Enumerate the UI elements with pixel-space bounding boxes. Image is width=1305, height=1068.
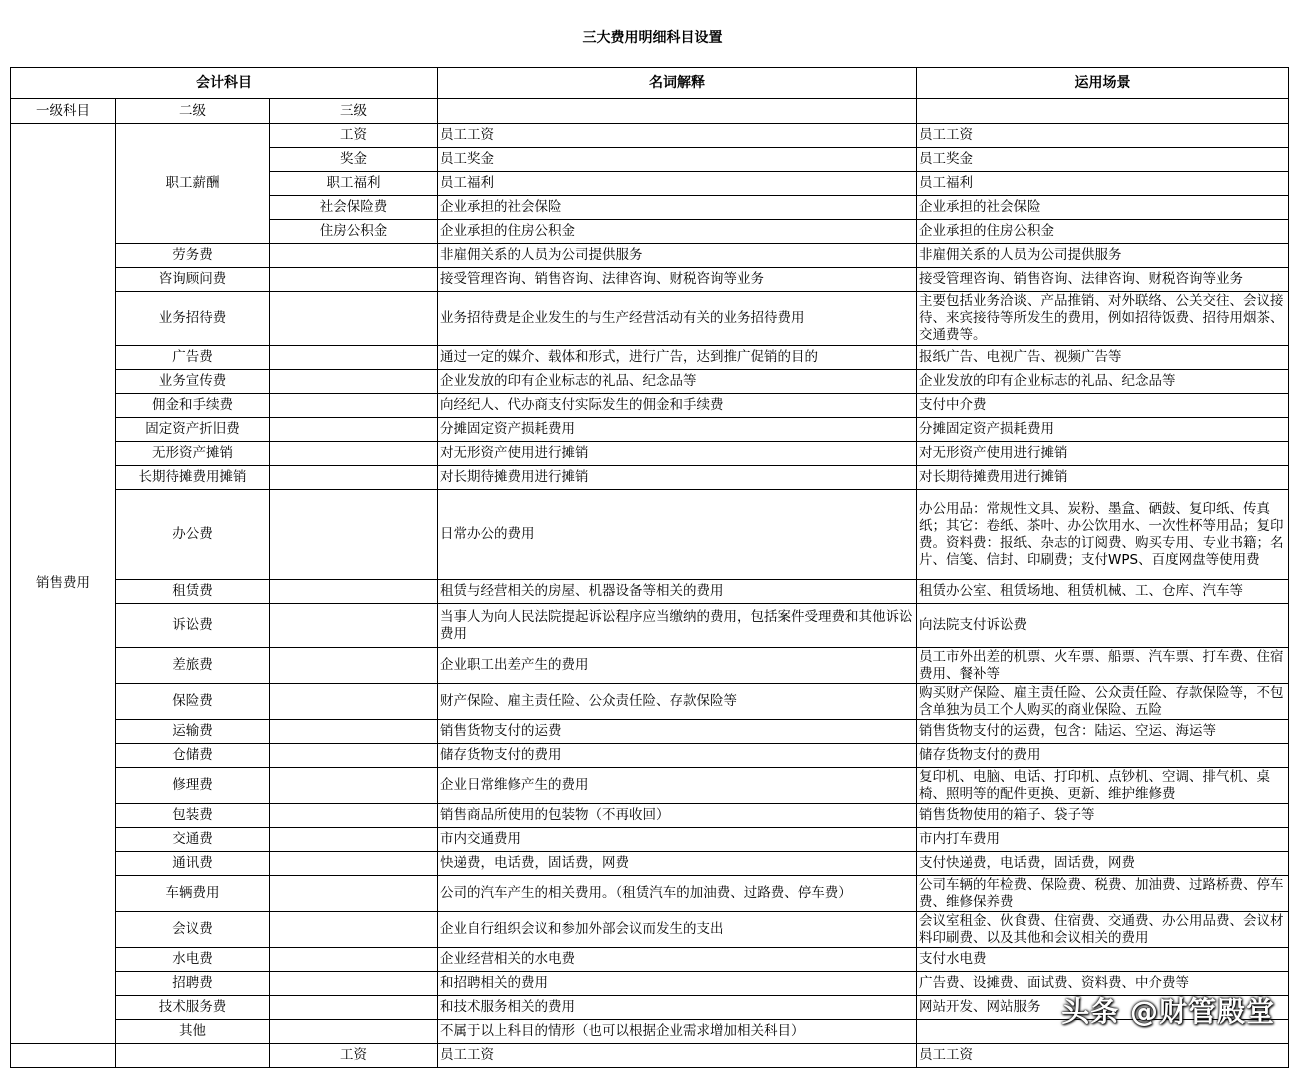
usage-cell: 员工工资: [917, 124, 1289, 148]
table-row: [11, 768, 1289, 804]
table-row: [11, 268, 1289, 292]
level2-cell: 车辆费用: [116, 876, 270, 912]
level2-cell: 差旅费: [116, 648, 270, 684]
header-level3: 三级: [270, 99, 438, 124]
header-accounts: 会计科目: [11, 68, 438, 99]
level3-cell: [270, 804, 438, 828]
header-level2: 二级: [116, 99, 270, 124]
usage-cell: 公司车辆的年检费、保险费、税费、加油费、过路桥费、停车费、维修保养费: [917, 876, 1289, 912]
table-row: [11, 346, 1289, 370]
level3-cell: [270, 876, 438, 912]
level2-cell: 劳务费: [116, 244, 270, 268]
level3-cell: [270, 648, 438, 684]
level2-cell: 职工薪酬: [116, 124, 270, 244]
level1-cell: 销售费用: [11, 124, 116, 1044]
table-row: [11, 394, 1289, 418]
level2-cell: 水电费: [116, 948, 270, 972]
usage-cell: 复印机、电脑、电话、打印机、点钞机、空调、排气机、桌椅、照明等的配件更换、更新、维护维修费: [917, 768, 1289, 804]
usage-cell: 非雇佣关系的人员为公司提供服务: [917, 244, 1289, 268]
definition-cell: 非雇佣关系的人员为公司提供服务: [438, 244, 917, 268]
table-row: [11, 744, 1289, 768]
usage-cell: 网站开发、网站服务: [917, 996, 1289, 1020]
level3-cell: 工资: [270, 124, 438, 148]
level3-cell: [270, 972, 438, 996]
subheader-row: [11, 99, 1289, 124]
level2-cell: 保险费: [116, 684, 270, 720]
definition-cell: 日常办公的费用: [438, 490, 917, 580]
definition-cell: 员工工资: [438, 124, 917, 148]
header-empty-def: [438, 99, 917, 124]
definition-cell: 和技术服务相关的费用: [438, 996, 917, 1020]
table-row: [11, 804, 1289, 828]
usage-cell: 支付快递费，电话费，固话费，网费: [917, 852, 1289, 876]
level2-cell: 会议费: [116, 912, 270, 948]
usage-cell: 支付中介费: [917, 394, 1289, 418]
level3-cell: [270, 370, 438, 394]
level2-cell: [116, 1044, 270, 1068]
usage-cell: 员工市外出差的机票、火车票、船票、汽车票、打车费、住宿费用、餐补等: [917, 648, 1289, 684]
level2-cell: 固定资产折旧费: [116, 418, 270, 442]
level3-cell: [270, 852, 438, 876]
table-row: [11, 604, 1289, 648]
table-row: [11, 720, 1289, 744]
level3-cell: 社会保险费: [270, 196, 438, 220]
definition-cell: 向经纪人、代办商支付实际发生的佣金和手续费: [438, 394, 917, 418]
table-row: [11, 852, 1289, 876]
level3-cell: [270, 996, 438, 1020]
definition-cell: 员工奖金: [438, 148, 917, 172]
level2-cell: 业务招待费: [116, 292, 270, 346]
usage-cell: 对无形资产使用进行摊销: [917, 442, 1289, 466]
definition-cell: 企业发放的印有企业标志的礼品、纪念品等: [438, 370, 917, 394]
usage-cell: 员工工资: [917, 1044, 1289, 1068]
definition-cell: 对无形资产使用进行摊销: [438, 442, 917, 466]
level3-cell: [270, 490, 438, 580]
definition-cell: 企业日常维修产生的费用: [438, 768, 917, 804]
usage-cell: 接受管理咨询、销售咨询、法律咨询、财税咨询等业务: [917, 268, 1289, 292]
level3-cell: [270, 292, 438, 346]
level2-cell: 长期待摊费用摊销: [116, 466, 270, 490]
level3-cell: [270, 268, 438, 292]
table-row: [11, 466, 1289, 490]
table-row: [11, 244, 1289, 268]
table-row: [11, 648, 1289, 684]
level2-cell: 办公费: [116, 490, 270, 580]
level2-cell: 租赁费: [116, 580, 270, 604]
table-row: [11, 876, 1289, 912]
level3-cell: [270, 466, 438, 490]
level3-cell: [270, 580, 438, 604]
definition-cell: 公司的汽车产生的相关费用。（租赁汽车的加油费、过路费、停车费）: [438, 876, 917, 912]
level2-cell: 通讯费: [116, 852, 270, 876]
usage-cell: 报纸广告、电视广告、视频广告等: [917, 346, 1289, 370]
header-usage: 运用场景: [917, 68, 1289, 99]
level3-cell: [270, 768, 438, 804]
usage-cell: 员工福利: [917, 172, 1289, 196]
level3-cell: [270, 442, 438, 466]
level2-cell: 佣金和手续费: [116, 394, 270, 418]
usage-cell: 办公用品：常规性文具、炭粉、墨盒、硒鼓、复印纸、传真纸；其它：卷纸、茶叶、办公饮用水、一次性杯等用品；复印费。资料费：报纸、杂志的订阅费、购买专用、专业书籍；名片、信笺、信封、印刷费；支付WPS、百度网盘等使用费: [917, 490, 1289, 580]
definition-cell: 不属于以上科目的情形（也可以根据企业需求增加相关科目）: [438, 1020, 917, 1044]
definition-cell: 企业自行组织会议和参加外部会议而发生的支出: [438, 912, 917, 948]
usage-cell: 对长期待摊费用进行摊销: [917, 466, 1289, 490]
table-row: [11, 912, 1289, 948]
definition-cell: 员工工资: [438, 1044, 917, 1068]
level3-cell: [270, 720, 438, 744]
usage-cell: 销售货物使用的箱子、袋子等: [917, 804, 1289, 828]
usage-cell: 租赁办公室、租赁场地、租赁机械、工、仓库、汽车等: [917, 580, 1289, 604]
usage-cell: 分摊固定资产损耗费用: [917, 418, 1289, 442]
table-row: [11, 292, 1289, 346]
level1-cell: [11, 1044, 116, 1068]
usage-cell: 市内打车费用: [917, 828, 1289, 852]
table-row: [11, 370, 1289, 394]
level3-cell: [270, 828, 438, 852]
level2-cell: 交通费: [116, 828, 270, 852]
level2-cell: 仓储费: [116, 744, 270, 768]
level3-cell: 工资: [270, 1044, 438, 1068]
definition-cell: 业务招待费是企业发生的与生产经营活动有关的业务招待费用: [438, 292, 917, 346]
definition-cell: 快递费，电话费，固话费，网费: [438, 852, 917, 876]
level2-cell: 运输费: [116, 720, 270, 744]
level3-cell: [270, 912, 438, 948]
usage-cell: 企业承担的社会保险: [917, 196, 1289, 220]
level2-cell: 技术服务费: [116, 996, 270, 1020]
level2-cell: 修理费: [116, 768, 270, 804]
usage-cell: 支付水电费: [917, 948, 1289, 972]
definition-cell: 销售商品所使用的包装物（不再收回）: [438, 804, 917, 828]
definition-cell: 企业经营相关的水电费: [438, 948, 917, 972]
level3-cell: [270, 394, 438, 418]
header-row: [11, 68, 1289, 99]
table-row: [11, 418, 1289, 442]
expense-account-table: [10, 67, 1289, 1068]
level2-cell: 无形资产摊销: [116, 442, 270, 466]
definition-cell: 财产保险、雇主责任险、公众责任险、存款保险等: [438, 684, 917, 720]
header-empty-use: [917, 99, 1289, 124]
level2-cell: 包装费: [116, 804, 270, 828]
level3-cell: [270, 604, 438, 648]
definition-cell: 员工福利: [438, 172, 917, 196]
level2-cell: 业务宣传费: [116, 370, 270, 394]
table-row: [11, 580, 1289, 604]
definition-cell: 对长期待摊费用进行摊销: [438, 466, 917, 490]
usage-cell: 主要包括业务洽谈、产品推销、对外联络、公关交往、会议接待、来宾接待等所发生的费用，例如招待饭费、招待用烟茶、交通费等。: [917, 292, 1289, 346]
definition-cell: 销售货物支付的运费: [438, 720, 917, 744]
level3-cell: [270, 346, 438, 370]
table-row: [11, 442, 1289, 466]
usage-cell: 企业承担的住房公积金: [917, 220, 1289, 244]
watermark: 头条 @财管殿堂: [1061, 995, 1275, 1028]
table-row: [11, 124, 1289, 148]
page-title: 三大费用明细科目设置: [582, 30, 723, 46]
usage-cell: 向法院支付诉讼费: [917, 604, 1289, 648]
level3-cell: [270, 684, 438, 720]
table-row: [11, 1044, 1289, 1068]
level3-cell: [270, 1020, 438, 1044]
definition-cell: 企业承担的住房公积金: [438, 220, 917, 244]
level3-cell: [270, 948, 438, 972]
definition-cell: 储存货物支付的费用: [438, 744, 917, 768]
usage-cell: 购买财产保险、雇主责任险、公众责任险、存款保险等，不包含单独为员工个人购买的商业保险、五险: [917, 684, 1289, 720]
usage-cell: 会议室租金、伙食费、住宿费、交通费、办公用品费、会议材料印刷费、以及其他和会议相关的费用: [917, 912, 1289, 948]
definition-cell: 当事人为向人民法院提起诉讼程序应当缴纳的费用，包括案件受理费和其他诉讼费用: [438, 604, 917, 648]
level2-cell: 其他: [116, 1020, 270, 1044]
level3-cell: [270, 744, 438, 768]
usage-cell: 销售货物支付的运费，包含：陆运、空运、海运等: [917, 720, 1289, 744]
usage-cell: 企业发放的印有企业标志的礼品、纪念品等: [917, 370, 1289, 394]
header-definition: 名词解释: [438, 68, 917, 99]
level2-cell: 广告费: [116, 346, 270, 370]
definition-cell: 和招聘相关的费用: [438, 972, 917, 996]
usage-cell: 储存货物支付的费用: [917, 744, 1289, 768]
level2-cell: 招聘费: [116, 972, 270, 996]
definition-cell: 企业职工出差产生的费用: [438, 648, 917, 684]
level2-cell: 咨询顾问费: [116, 268, 270, 292]
definition-cell: 分摊固定资产损耗费用: [438, 418, 917, 442]
table-row: [11, 828, 1289, 852]
level3-cell: 职工福利: [270, 172, 438, 196]
level3-cell: 奖金: [270, 148, 438, 172]
header-level1: 一级科目: [11, 99, 116, 124]
level3-cell: [270, 244, 438, 268]
definition-cell: 通过一定的媒介、载体和形式，进行广告，达到推广促销的目的: [438, 346, 917, 370]
table-row: [11, 948, 1289, 972]
table-row: [11, 684, 1289, 720]
definition-cell: 市内交通费用: [438, 828, 917, 852]
level3-cell: [270, 418, 438, 442]
table-row: [11, 490, 1289, 580]
definition-cell: 租赁与经营相关的房屋、机器设备等相关的费用: [438, 580, 917, 604]
usage-cell: 广告费、设摊费、面试费、资料费、中介费等: [917, 972, 1289, 996]
level2-cell: 诉讼费: [116, 604, 270, 648]
definition-cell: 接受管理咨询、销售咨询、法律咨询、财税咨询等业务: [438, 268, 917, 292]
level3-cell: 住房公积金: [270, 220, 438, 244]
usage-cell: 员工奖金: [917, 148, 1289, 172]
definition-cell: 企业承担的社会保险: [438, 196, 917, 220]
